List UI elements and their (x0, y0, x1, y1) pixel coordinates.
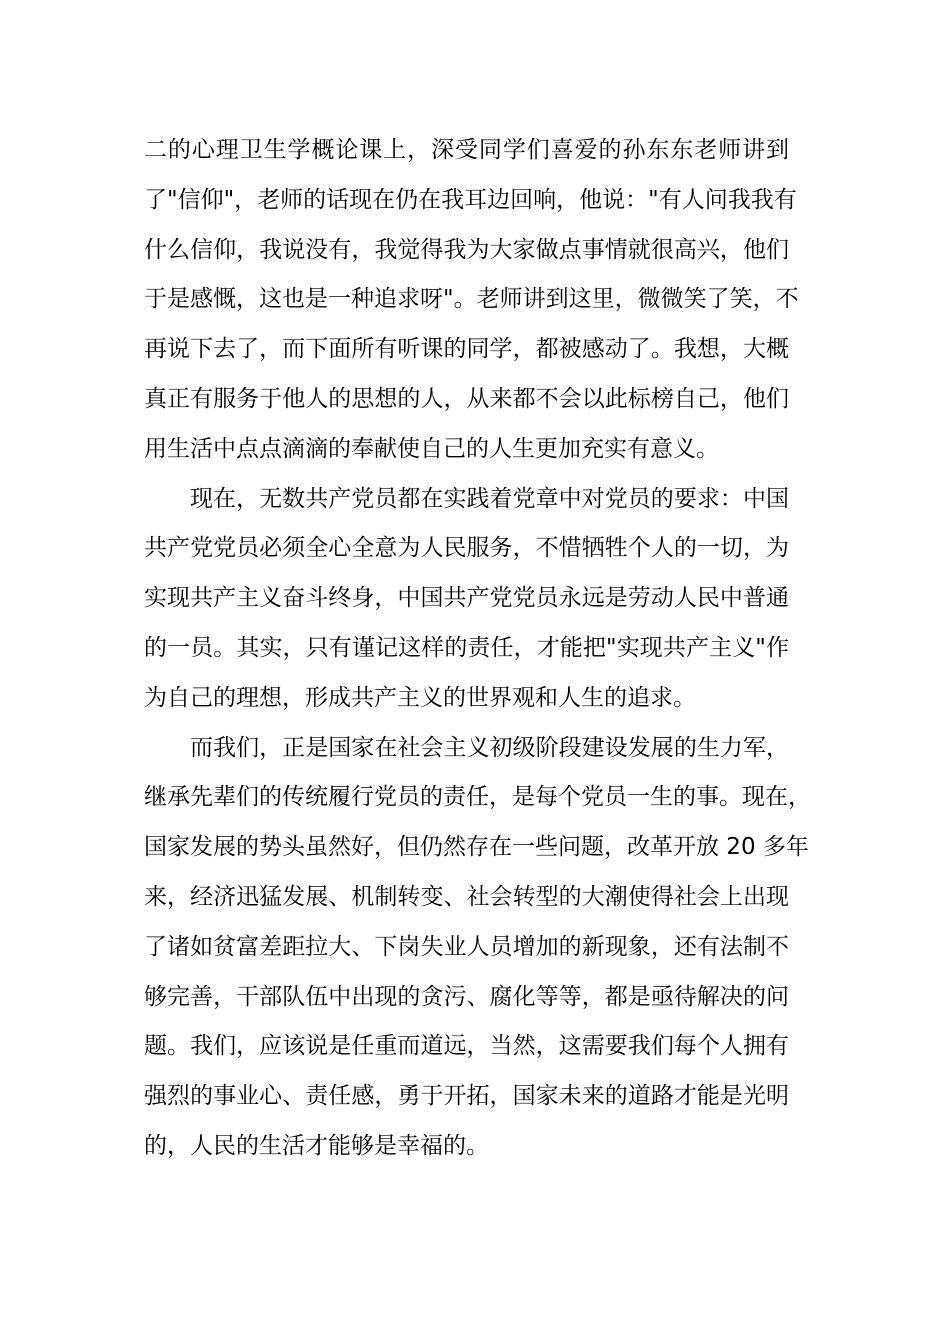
text-line: 于是感慨，这也是一种追求呀"。老师讲到这里，微微笑了笑，不 (144, 286, 799, 313)
text-line: 再说下去了，而下面所有听课的同学，都被感动了。我想，大概 (144, 336, 789, 363)
paragraph-1 (144, 126, 799, 475)
text-line: 了"信仰"，老师的话现在仍在我耳边回响，他说："有人问我我有 (144, 186, 797, 213)
paragraph-3 (144, 724, 811, 1172)
text-line: 二的心理卫生学概论课上，深受同学们喜爱的孙东东老师讲到 (144, 137, 789, 163)
text-line: 够完善，干部队伍中出现的贪污、腐化等等，都是亟待解决的问 (144, 983, 789, 1010)
text-line: 真正有服务于他人的思想的人，从来都不会以此标榜自己，他们 (144, 385, 789, 412)
document-body (144, 126, 811, 1172)
text-line: 题。我们，应该说是任重而道远，当然，这需要我们每个人拥有 (144, 1033, 789, 1060)
text-line: 用生活中点点滴滴的奉献使自己的人生更加充实有意义。 (144, 435, 719, 462)
text-line: 的一员。其实，只有谨记这样的责任，才能把"实现共产主义"作 (144, 634, 789, 661)
text-line: 强烈的事业心、责任感，勇于开拓，国家未来的道路才能是光明 (144, 1083, 789, 1110)
text-line: 了诸如贫富差距拉大、下岗失业人员增加的新现象，还有法制不 (144, 933, 789, 960)
text-line: 共产党党员必须全心全意为人民服务，不惜牺牲个人的一切，为 (144, 535, 789, 562)
text-line: 为自己的理想，形成共产主义的世界观和人生的追求。 (144, 684, 696, 711)
text-line: 继承先辈们的传统履行党员的责任，是每个党员一生的事。现在， (144, 784, 811, 811)
text-line: 的，人民的生活才能够是幸福的。 (144, 1132, 489, 1159)
text-line: 什么信仰，我说没有，我觉得我为大家做点事情就很高兴，他们 (144, 236, 789, 263)
text-line: 实现共产主义奋斗终身，中国共产党党员永远是劳动人民中普通 (144, 585, 789, 612)
paragraph-2 (144, 475, 789, 724)
text-line: 来，经济迅猛发展、机制转变、社会转型的大潮使得社会上出现 (144, 883, 789, 910)
text-line: 现在，无数共产党员都在实践着党章中对党员的要求：中国 (190, 485, 789, 512)
text-line: 而我们，正是国家在社会主义初级阶段建设发展的生力军， (190, 734, 789, 761)
text-line: 国家发展的势头虽然好，但仍然存在一些问题，改革开放 20 多年 (144, 834, 809, 861)
